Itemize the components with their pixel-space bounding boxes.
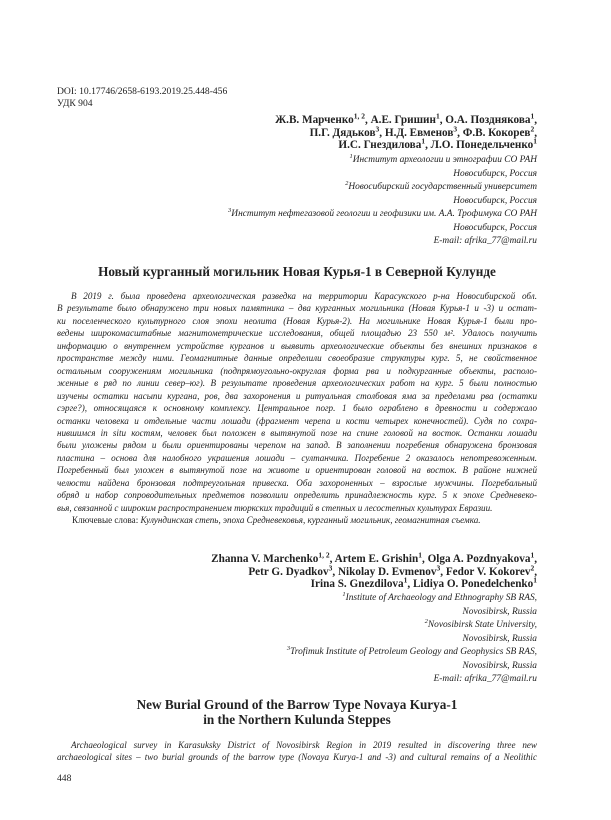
affiliation-mark: 3 xyxy=(286,644,291,652)
abstract-line: были уложены рядом и были ориентированы черепом на запад. В заполнении погребения обнаружена бронзовая xyxy=(57,440,537,451)
author-name: Fedor V. Kokorev xyxy=(445,565,531,578)
affiliation-name xyxy=(57,619,537,633)
author-affiliation-mark: 1 xyxy=(530,550,535,560)
author-line xyxy=(57,575,537,591)
affiliation-name xyxy=(57,154,537,168)
separator: , xyxy=(534,565,537,578)
abstract-line: остальным сооружениям могильника (подпрямоугольно-округлая форма рва и подкурганные объекты, располо- xyxy=(57,365,537,376)
author-affiliation-mark: 1, 2 xyxy=(318,550,330,560)
author-name: А.Е. Гришин xyxy=(370,114,436,126)
author-affiliation-mark: 3 xyxy=(375,123,380,133)
affiliation-mark: 2 xyxy=(424,617,428,625)
ru-abstract xyxy=(57,290,537,514)
ru-affiliations xyxy=(57,154,537,235)
author-affiliation-mark: 1 xyxy=(533,136,537,146)
author-name: Irina S. Gnezdilova xyxy=(310,578,404,591)
abstract-line: пространстве между ними. Геомагнитные данные определили своеобразие структуры кург. 5, не свойственное xyxy=(57,353,537,364)
abstract-line: ведены широкомасштабные магнитометрические исследования, общей площадью 23 550 м². Удалось получить xyxy=(57,328,537,339)
author-name: Artem E. Grishin xyxy=(334,553,419,565)
author-affiliation-mark: 1 xyxy=(403,575,408,585)
author-affiliation-mark: 1, 2 xyxy=(353,111,365,121)
ru-email[interactable]: E-mail: afrika_77@mail.ru xyxy=(433,236,537,246)
page-number: 448 xyxy=(57,773,72,784)
en-title-line: New Burial Ground of the Barrow Type Novaya Kurya-1 xyxy=(136,697,458,712)
author-affiliation-mark: 1 xyxy=(421,136,426,146)
abstract-line: сэрге?), относящаяся к основному комплексу. Центральное погр. 1 было ограблено в древности и содержало xyxy=(57,403,537,414)
abstract-line: Archaeological survey in Karasuksky District of Novosibirsk Region in 2019 resulted in discovering three new xyxy=(71,740,537,750)
separator: , xyxy=(440,565,446,578)
abstract-line: пластина – основа для налобного украшения лошади – султанчика. Погребение 2 оказалось непотревоженным. xyxy=(57,452,537,463)
affiliation-text: Институт нефтегазовой геологии и геофизики им. А.А. Трофимука СО РАН xyxy=(231,209,537,219)
abstract-line: нившимся in situ костям, человек был положен в вытянутой позе на спине головой на восток. Останки лошади xyxy=(57,427,537,438)
abstract-line: информацию о внутреннем устройстве курганов и выявить археологические объекты без внешних признаков в xyxy=(57,340,537,351)
affiliation-city: Новосибирск, Россия xyxy=(453,195,537,206)
separator: , xyxy=(329,553,335,565)
author-name: Zhanna V. Marchenko xyxy=(211,553,319,565)
separator: , xyxy=(439,114,446,126)
author-name: О.А. Позднякова xyxy=(445,114,531,126)
abstract-line: Погребенный был уложен в вытянутой позе на животе и ориентирован головой на восток. В районе нижней xyxy=(57,465,537,476)
affiliation-name xyxy=(57,181,537,195)
separator: , xyxy=(425,139,431,152)
affiliation-city: Novosibirsk, Russia xyxy=(462,633,537,644)
affiliation-text: Институт археологии и этнографии СО РАН xyxy=(352,155,537,165)
author-line xyxy=(57,562,537,579)
abstract-line: изучены остатки насыпи кургана, ров, два захоронения и ритуальная столбовая яма за пределами рва (остатки xyxy=(57,390,537,401)
abstract-line: женные в ряд по линии север–юг). В результате проведения археологических работ на кург. 5 были полностью xyxy=(57,378,537,389)
author-name: Lidiya O. Ponedelchenko xyxy=(412,578,534,591)
abstract-line: ки поселенческого культурного слоя эпохи неолита (Новая Курья-2). На могильнике Новая Курья-1 были про- xyxy=(57,315,537,326)
affiliation-text: Новосибирский государственный университет xyxy=(348,182,537,192)
en-authors xyxy=(57,550,537,591)
udk: УДК 904 xyxy=(57,98,93,109)
affiliation-mark: 2 xyxy=(345,179,349,187)
author-name: Ф.В. Кокорев xyxy=(462,126,531,139)
author-name: Л.О. Понедельченко xyxy=(430,139,534,152)
author-affiliation-mark: 3 xyxy=(328,562,333,572)
abstract-line: челюсти найдена бронзовая подтреугольная привеска. Оба захороненных – взрослые мужчины. Погребальный xyxy=(57,477,537,488)
affiliation-mark: 1 xyxy=(342,590,346,598)
author-name: Olga A. Pozdnyakova xyxy=(427,553,531,565)
author-line xyxy=(57,123,537,140)
keywords-text: Кулундинская степь, эпоха Средневековья, курганный могильник, геомагнитная съемка. xyxy=(140,515,481,525)
affiliation-city: Новосибирск, Россия xyxy=(453,222,537,233)
author-line xyxy=(57,136,537,152)
separator: , xyxy=(407,578,413,591)
abstract-line: В результате было обнаружено три новых памятника – два курганных могильника (Новая Курья-1 и -3) и остат- xyxy=(57,303,537,314)
keywords-label: Ключевые слова: xyxy=(72,515,141,525)
author-name: Н.Д. Евменов xyxy=(384,126,454,139)
author-affiliation-mark: 2 xyxy=(530,123,535,133)
separator: , xyxy=(332,565,338,578)
author-affiliation-mark: 2 xyxy=(530,562,535,572)
separator: , xyxy=(421,553,428,565)
ru-title: Новый курганный могильник Новая Курья-1 в Северной Кулунде xyxy=(98,264,496,279)
author-affiliation-mark: 1 xyxy=(530,111,535,121)
affiliation-city: Novosibirsk, Russia xyxy=(462,606,537,617)
author-affiliation-mark: 3 xyxy=(453,123,458,133)
author-line xyxy=(57,111,537,127)
separator: , xyxy=(457,126,463,139)
affiliation-name xyxy=(57,646,537,660)
abstract-line: В 2019 г. была проведена археологическая разведка на территории Карасукского р-на Новосибирской обл. xyxy=(71,291,537,301)
author-affiliation-mark: 1 xyxy=(533,575,537,585)
en-affiliations xyxy=(57,592,537,673)
author-name: Nikolay D. Evmenov xyxy=(337,565,437,578)
author-affiliation-mark: 3 xyxy=(436,562,441,572)
affiliation-mark: 3 xyxy=(228,206,232,214)
separator: , xyxy=(379,126,385,139)
author-line xyxy=(57,550,537,566)
affiliation-text: Trofimuk Institute of Petroleum Geology and Geophysics SB RAS, xyxy=(290,647,537,657)
author-name: Petr G. Dyadkov xyxy=(248,565,329,578)
separator: , xyxy=(364,114,371,126)
doi: DOI: 10.17746/2658-6193.2019.25.448-456 xyxy=(57,86,228,97)
abstract-line: вья, связанной с широким распространением тюркских традиций в степных и лесостепных культурах Евразии. xyxy=(57,502,493,513)
author-affiliation-mark: 1 xyxy=(418,550,422,560)
ru-authors xyxy=(57,111,537,152)
affiliation-text: Novosibirsk State University, xyxy=(427,620,537,630)
abstract-line: останки человека и отдельные части лошади (фрагмент черепа и кости четырех конечностей). Судя по сохра- xyxy=(57,415,537,426)
affiliation-city: Novosibirsk, Russia xyxy=(462,660,537,671)
abstract-line: обряд и набор сопроводительных предметов позволили определить принадлежность кург. 5 к эпохе Средневеко- xyxy=(57,490,537,501)
affiliation-name xyxy=(57,592,537,606)
en-abstract xyxy=(57,739,537,764)
author-name: И.С. Гнездилова xyxy=(338,139,422,152)
en-title-line: in the Northern Kulunda Steppes xyxy=(203,712,391,727)
abstract-line: archaeological sites – two burial grounds of the barrow type (Novaya Kurya-1 and -3) and cultural remains of a Neolithic xyxy=(57,752,537,763)
author-name: Ж.В. Марченко xyxy=(275,114,354,126)
affiliation-text: Institute of Archaeology and Ethnography SB RAS, xyxy=(345,593,537,603)
separator: , xyxy=(534,126,537,139)
affiliation-mark: 1 xyxy=(349,152,353,160)
separator: , xyxy=(534,114,537,126)
en-title xyxy=(57,697,537,727)
affiliation-city: Новосибирск, Россия xyxy=(453,168,537,179)
author-affiliation-mark: 1 xyxy=(435,111,440,121)
en-email[interactable]: E-mail: afrika_77@mail.ru xyxy=(433,674,537,684)
separator: , xyxy=(534,553,537,565)
affiliation-name xyxy=(57,208,537,222)
ru-keywords xyxy=(72,515,481,525)
author-name: П.Г. Дядьков xyxy=(309,126,376,139)
